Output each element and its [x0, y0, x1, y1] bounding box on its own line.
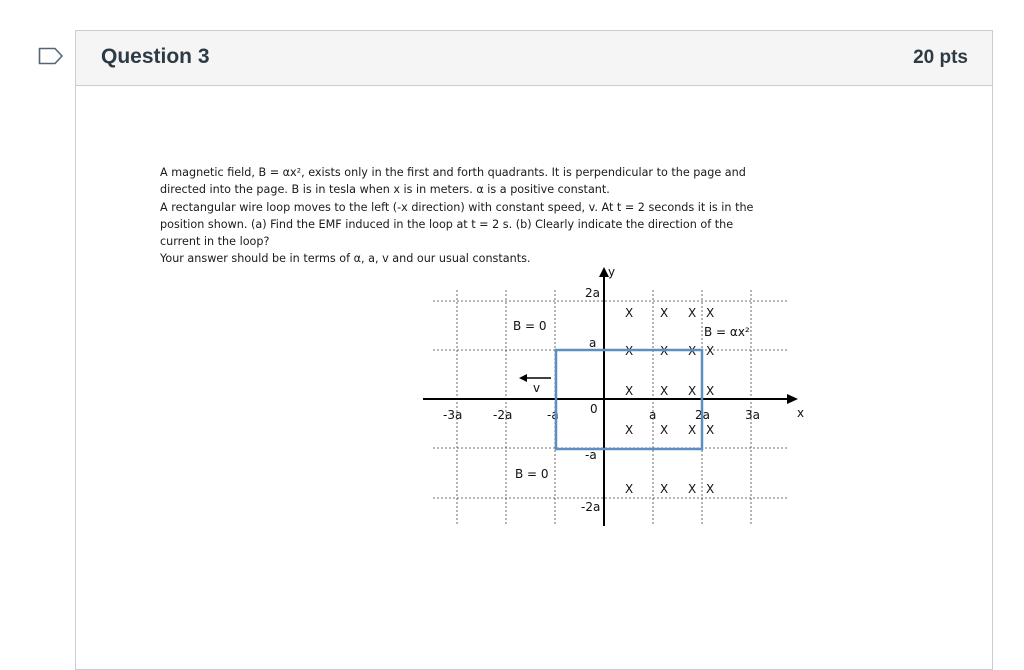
field-label-first-quadrant: B = αx² [704, 325, 750, 339]
field-x-mark: X [660, 306, 669, 320]
field-x-mark: X [706, 344, 715, 358]
question-text-line: current in the loop? [160, 235, 270, 249]
field-x-mark: X [625, 384, 634, 398]
field-x-mark: X [660, 482, 669, 496]
field-x-mark: X [688, 344, 697, 358]
question-points: 20 pts [913, 47, 968, 68]
field-x-mark: X [688, 482, 697, 496]
axes [423, 276, 789, 526]
y-tick-label: -a [585, 448, 597, 462]
field-x-mark: X [625, 423, 634, 437]
field-x-mark: X [706, 482, 715, 496]
x-tick-label: a [649, 408, 657, 422]
magnetic-field-diagram [415, 262, 815, 532]
field-label-second-quadrant: B = 0 [513, 319, 547, 333]
x-tick-label: 3a [745, 408, 760, 422]
x-tick-label: -2a [493, 408, 513, 422]
question-text-line: A rectangular wire loop moves to the left (-x direction) with constant speed, v. At t = 2 seconds it is in the [160, 200, 754, 214]
question-text-line: position shown. (a) Find the EMF induced in the loop at t = 2 s. (b) Clearly indicate the direction of the [160, 217, 734, 231]
x-axis-arrowhead [787, 394, 798, 404]
origin-label: 0 [590, 402, 598, 416]
field-x-mark: X [660, 344, 669, 358]
y-tick-label: 2a [585, 286, 600, 300]
question-text-line: A magnetic field, B = αx², exists only in the first and forth quadrants. It is perpendicular to the page and [160, 166, 746, 179]
field-x-mark: X [688, 306, 697, 320]
x-tick-label: -3a [443, 408, 463, 422]
field-x-mark: X [660, 384, 669, 398]
y-axis-label: y [608, 265, 616, 279]
y-tick-label: a [589, 336, 597, 350]
x-tick-label: 2a [695, 408, 710, 422]
field-x-mark: X [706, 384, 715, 398]
question-text [160, 164, 800, 268]
x-axis-label: x [797, 406, 805, 420]
field-x-mark: X [688, 384, 697, 398]
question-text-line: Your answer should be in terms of α, a, v and our usual constants. [160, 252, 531, 266]
field-x-mark: X [625, 306, 634, 320]
question-header [76, 31, 992, 86]
field-x-mark: X [706, 306, 715, 320]
field-x-mark: X [625, 344, 634, 358]
x-tick-label: -a [547, 408, 559, 422]
question-flag-icon[interactable] [38, 47, 64, 65]
field-x-mark: X [706, 423, 715, 437]
field-label-third-quadrant: B = 0 [515, 467, 549, 481]
field-x-mark: X [688, 423, 697, 437]
y-tick-label: -2a [581, 500, 601, 514]
velocity-label: v [533, 381, 541, 395]
field-x-mark: X [625, 482, 634, 496]
question-text-line: directed into the page. B is in tesla when x is in meters. α is a positive constant. [160, 183, 610, 197]
field-x-mark: X [660, 423, 669, 437]
question-title: Question 3 [101, 45, 210, 68]
